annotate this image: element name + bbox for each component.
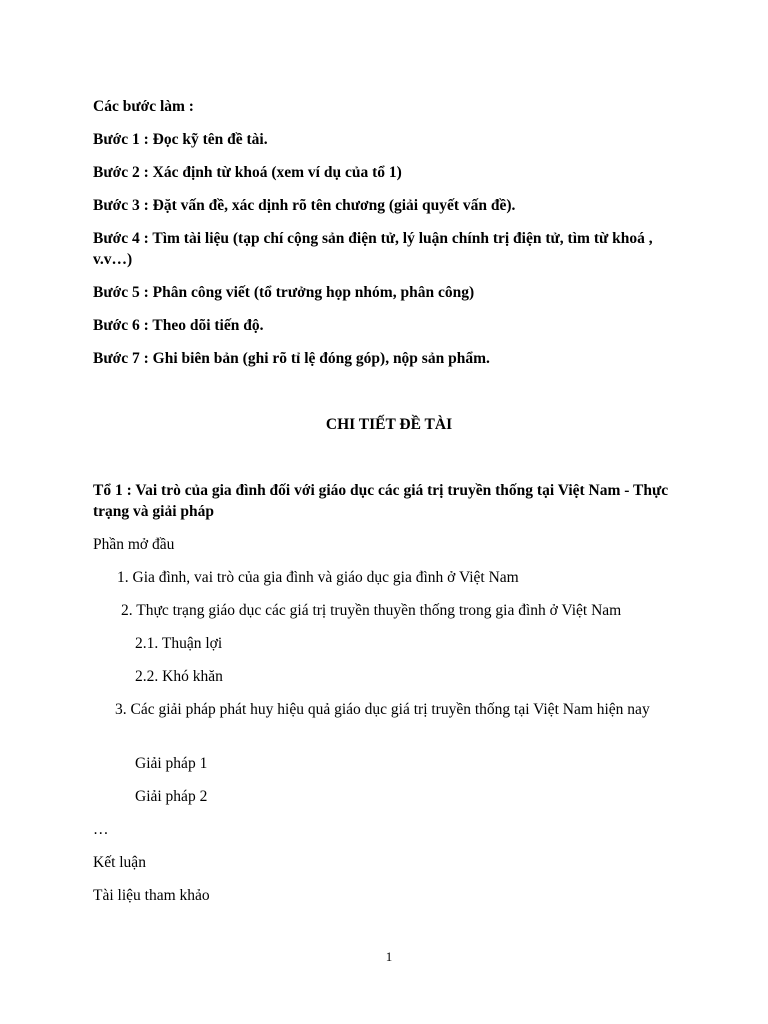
outline-intro: Phần mở đầu (93, 536, 175, 553)
step-label: Bước 5 (93, 284, 140, 301)
step-6 (93, 315, 693, 336)
steps-heading: Các bước làm : (93, 98, 194, 115)
step-5 (93, 282, 693, 303)
step-2 (93, 162, 693, 183)
page-number: 1 (385, 949, 393, 964)
step-text: : Phân công viết (tổ trưởng họp nhóm, phân công) (143, 284, 475, 301)
step-text: : Tìm tài liệu (tạp chí cộng sản điện tử, lý luận chính trị điện tử, tìm từ khoá , v.v…) (93, 230, 653, 268)
outline-item-3: 3. Các giải pháp phát huy hiệu quả giáo dục giá trị truyền thống tại Việt Nam hiện nay (115, 701, 650, 718)
outline-item-2: 2. Thực trạng giáo dục các giá trị truyền thuyền thống trong gia đình ở Việt Nam (121, 602, 622, 619)
step-label: Bước 4 (93, 230, 140, 247)
step-text: : Đọc kỹ tên đề tài. (143, 131, 268, 148)
step-label: Bước 2 (93, 164, 140, 181)
step-3 (93, 195, 693, 216)
outline-solution-1: Giải pháp 1 (135, 755, 208, 772)
step-label: Bước 6 (93, 317, 140, 334)
step-label: Bước 1 (93, 131, 140, 148)
outline-item-1: 1. Gia đình, vai trò của gia đình và giáo dục gia đình ở Việt Nam (117, 569, 519, 586)
outline-ellipsis: … (93, 821, 109, 838)
step-1 (93, 129, 693, 150)
step-text: : Đặt vấn đề, xác dịnh rõ tên chương (giải quyết vấn đề). (143, 197, 516, 214)
outline-item-2-2: 2.2. Khó khăn (135, 668, 223, 685)
step-label: Bước 7 (93, 350, 140, 367)
step-4 (93, 228, 668, 270)
step-text: : Theo dõi tiến độ. (143, 317, 264, 334)
outline-conclusion: Kết luận (93, 854, 146, 871)
section-title: CHI TIẾT ĐỀ TÀI (325, 416, 453, 433)
outline-references: Tài liệu tham khảo (93, 887, 210, 904)
outline-solution-2: Giải pháp 2 (135, 788, 208, 805)
outline-item-2-1: 2.1. Thuận lợi (135, 635, 223, 652)
step-text: : Xác định từ khoá (xem ví dụ của tổ 1) (143, 164, 402, 181)
group-title: Tổ 1 : Vai trò của gia đình đối với giáo dục các giá trị truyền thống tại Việt Nam - Thực trạng và giải pháp (93, 482, 669, 520)
step-text: : Ghi biên bản (ghi rõ tỉ lệ đóng góp), nộp sản phẩm. (143, 350, 490, 367)
step-7 (93, 348, 693, 369)
step-label: Bước 3 (93, 197, 140, 214)
